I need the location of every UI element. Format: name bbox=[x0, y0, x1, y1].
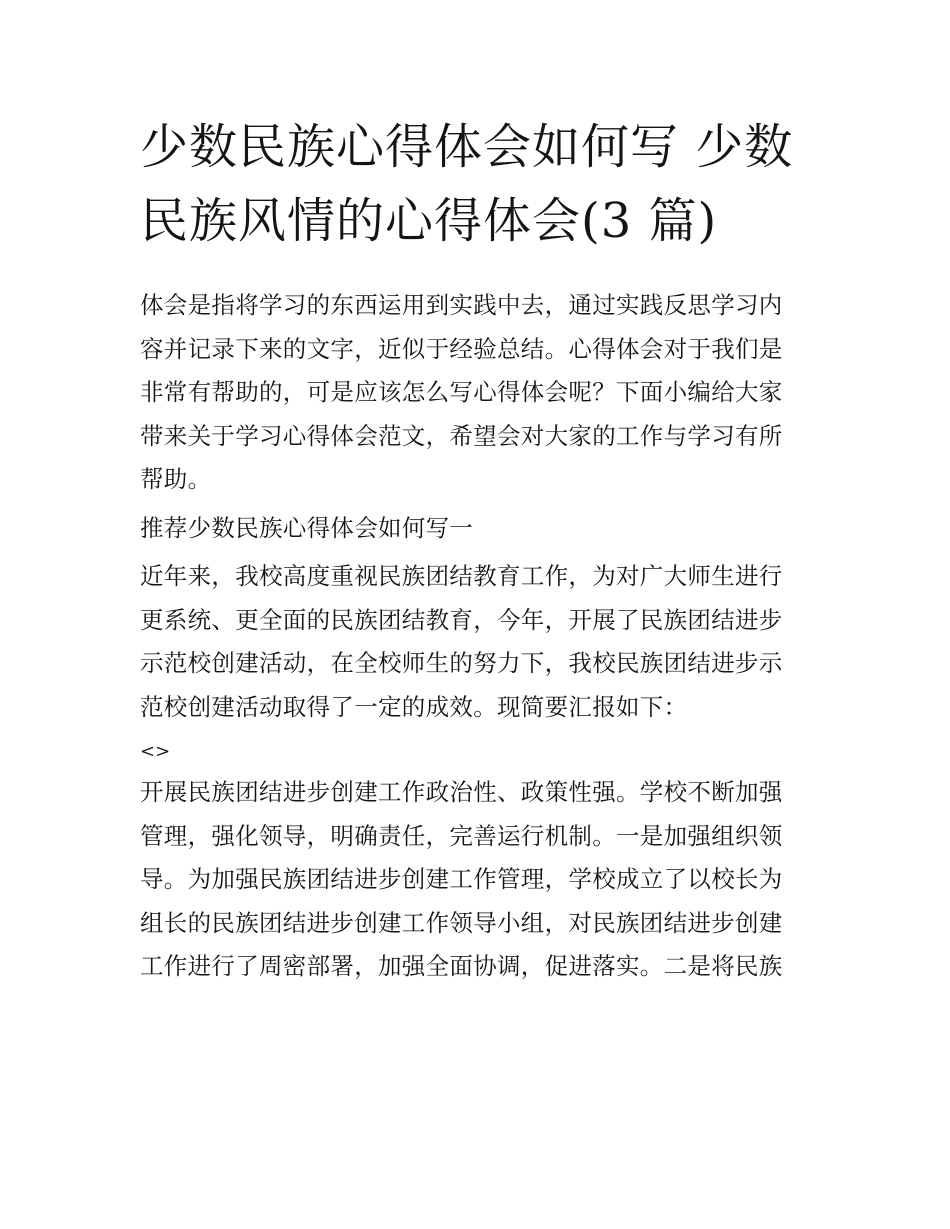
body-paragraph-1 bbox=[140, 555, 812, 729]
text-line: 更系统、更全面的民族团结教育，今年，开展了民族团结进步 bbox=[140, 605, 783, 634]
text-line: 工作进行了周密部署，加强全面协调，促进落实。二是将民族 bbox=[140, 952, 783, 980]
text-line: 管理，强化领导，明确责任，完善运行机制。一是加强组织领 bbox=[140, 821, 783, 850]
text-line: 帮助。 bbox=[140, 465, 212, 493]
title-line: 民族风情的心得体会(3 篇) bbox=[140, 193, 718, 249]
title-line: 少数民族心得体会如何写 少数 bbox=[140, 119, 794, 175]
body-paragraph-2 bbox=[140, 771, 812, 989]
text-line: 导。为加强民族团结进步创建工作管理，学校成立了以校长为 bbox=[140, 865, 783, 893]
document-title bbox=[140, 110, 812, 258]
text-line: 容并记录下来的文字，近似于经验总结。心得体会对于我们是 bbox=[140, 334, 783, 363]
text-line: 开展民族团结进步创建工作政治性、政策性强。学校不断加强 bbox=[140, 778, 783, 806]
section-heading: 推荐少数民族心得体会如何写一 bbox=[140, 513, 474, 542]
text-line: 非常有帮助的，可是应该怎么写心得体会呢？下面小编给大家 bbox=[140, 378, 783, 406]
document-page bbox=[140, 110, 812, 989]
text-line: 带来关于学习心得体会范文，希望会对大家的工作与学习有所 bbox=[140, 421, 783, 450]
text-line: 示范校创建活动，在全校师生的努力下，我校民族团结进步示 bbox=[140, 649, 783, 677]
text-line: 范校创建活动取得了一定的成效。现简要汇报如下： bbox=[140, 692, 688, 721]
text-line: 组长的民族团结进步创建工作领导小组，对民族团结进步创建 bbox=[140, 908, 783, 937]
intro-paragraph bbox=[140, 284, 812, 502]
text-line: 近年来，我校高度重视民族团结教育工作，为对广大师生进行 bbox=[140, 562, 783, 590]
placeholder-symbol: <> bbox=[140, 741, 171, 762]
text-line: 体会是指将学习的东西运用到实践中去，通过实践反思学习内 bbox=[140, 291, 783, 319]
